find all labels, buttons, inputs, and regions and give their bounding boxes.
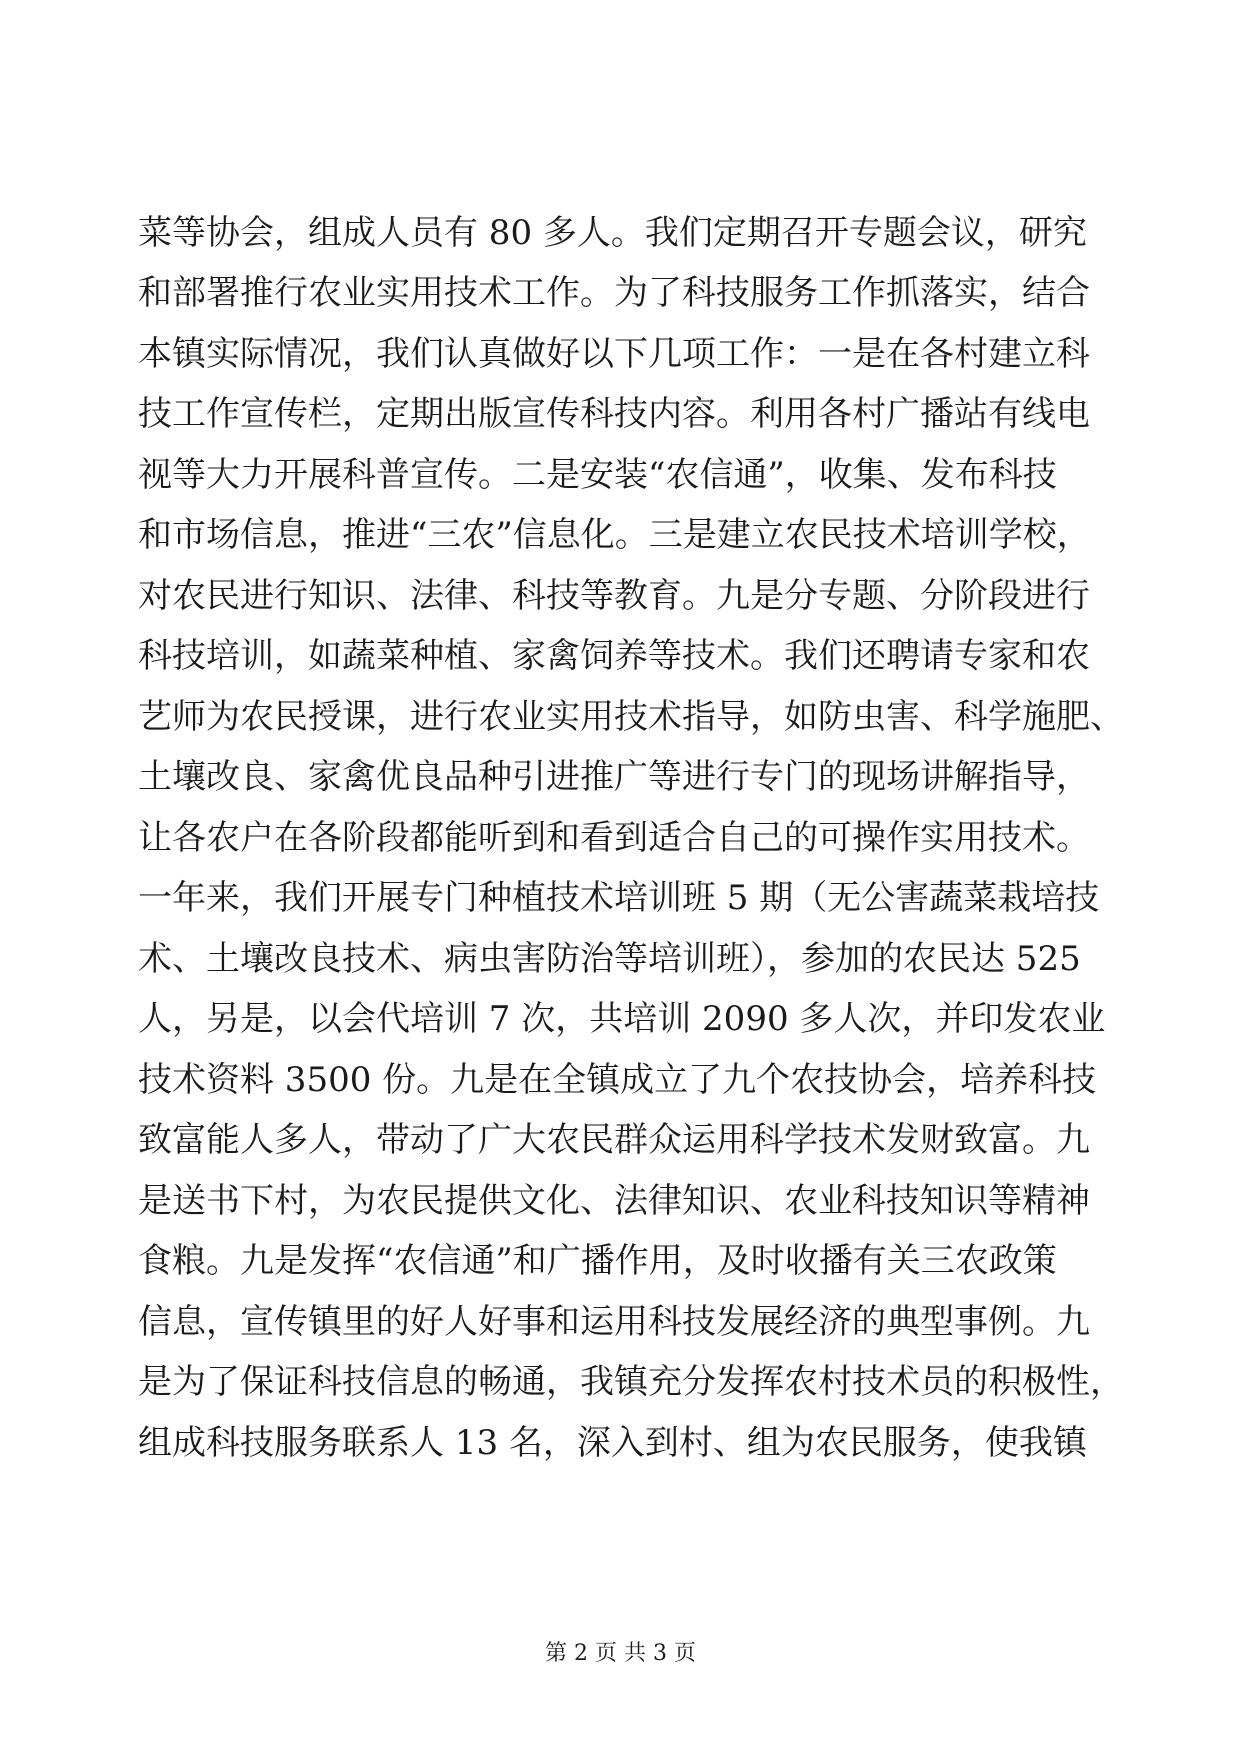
text-line: 术、土壤改良技术、病虫害防治等培训班），参加的农民达 525 bbox=[138, 939, 1081, 979]
text-line: 和市场信息，推进“三农”信息化。三是建立农民技术培训学校， bbox=[138, 515, 1091, 555]
text-line: 本镇实际情况，我们认真做好以下几项工作：一是在各村建立科 bbox=[138, 334, 1090, 374]
text-line: 信息，宣传镇里的好人好事和运用科技发展经济的典型事例。九 bbox=[138, 1302, 1090, 1342]
text-line: 让各农户在各阶段都能听到和看到适合自己的可操作实用技术。 bbox=[138, 818, 1090, 858]
text-line: 技工作宣传栏，定期出版宣传科技内容。利用各村广播站有线电 bbox=[138, 394, 1090, 434]
page-number-footer: 第 2 页 共 3 页 bbox=[545, 1641, 696, 1666]
text-line: 致富能人多人，带动了广大农民群众运用科学技术发财致富。九 bbox=[138, 1120, 1090, 1160]
text-line: 组成科技服务联系人 13 名，深入到村、组为农民服务，使我镇 bbox=[138, 1423, 1087, 1463]
text-line: 对农民进行知识、法律、科技等教育。九是分专题、分阶段进行 bbox=[138, 576, 1090, 616]
text-line: 和部署推行农业实用技术工作。为了科技服务工作抓落实，结合 bbox=[138, 273, 1090, 313]
text-line: 技术资料 3500 份。九是在全镇成立了九个农技协会，培养科技 bbox=[138, 1060, 1097, 1100]
text-line: 是送书下村，为农民提供文化、法律知识、农业科技知识等精神 bbox=[138, 1181, 1090, 1221]
text-line: 科技培训，如蔬菜种植、家禽饲养等技术。我们还聘请专家和农 bbox=[138, 636, 1090, 676]
text-line: 土壤改良、家禽优良品种引进推广等进行专门的现场讲解指导， bbox=[138, 757, 1090, 797]
text-line: 人，另是，以会代培训 7 次，共培训 2090 多人次，并印发农业 bbox=[138, 999, 1106, 1039]
text-line: 一年来，我们开展专门种植技术培训班 5 期（无公害蔬菜栽培技 bbox=[138, 878, 1100, 918]
text-line: 菜等协会，组成人员有 80 多人。我们定期召开专题会议，研究 bbox=[138, 213, 1087, 253]
text-line: 食粮。九是发挥“农信通”和广播作用，及时收播有关三农政策 bbox=[138, 1241, 1057, 1281]
text-line: 是为了保证科技信息的畅通，我镇充分发挥农村技术员的积极性， bbox=[138, 1362, 1124, 1402]
text-line: 艺师为农民授课，进行农业实用技术指导，如防虫害、科学施肥、 bbox=[138, 697, 1124, 737]
text-line: 视等大力开展科普宣传。二是安装“农信通”，收集、发布科技 bbox=[138, 455, 1057, 495]
